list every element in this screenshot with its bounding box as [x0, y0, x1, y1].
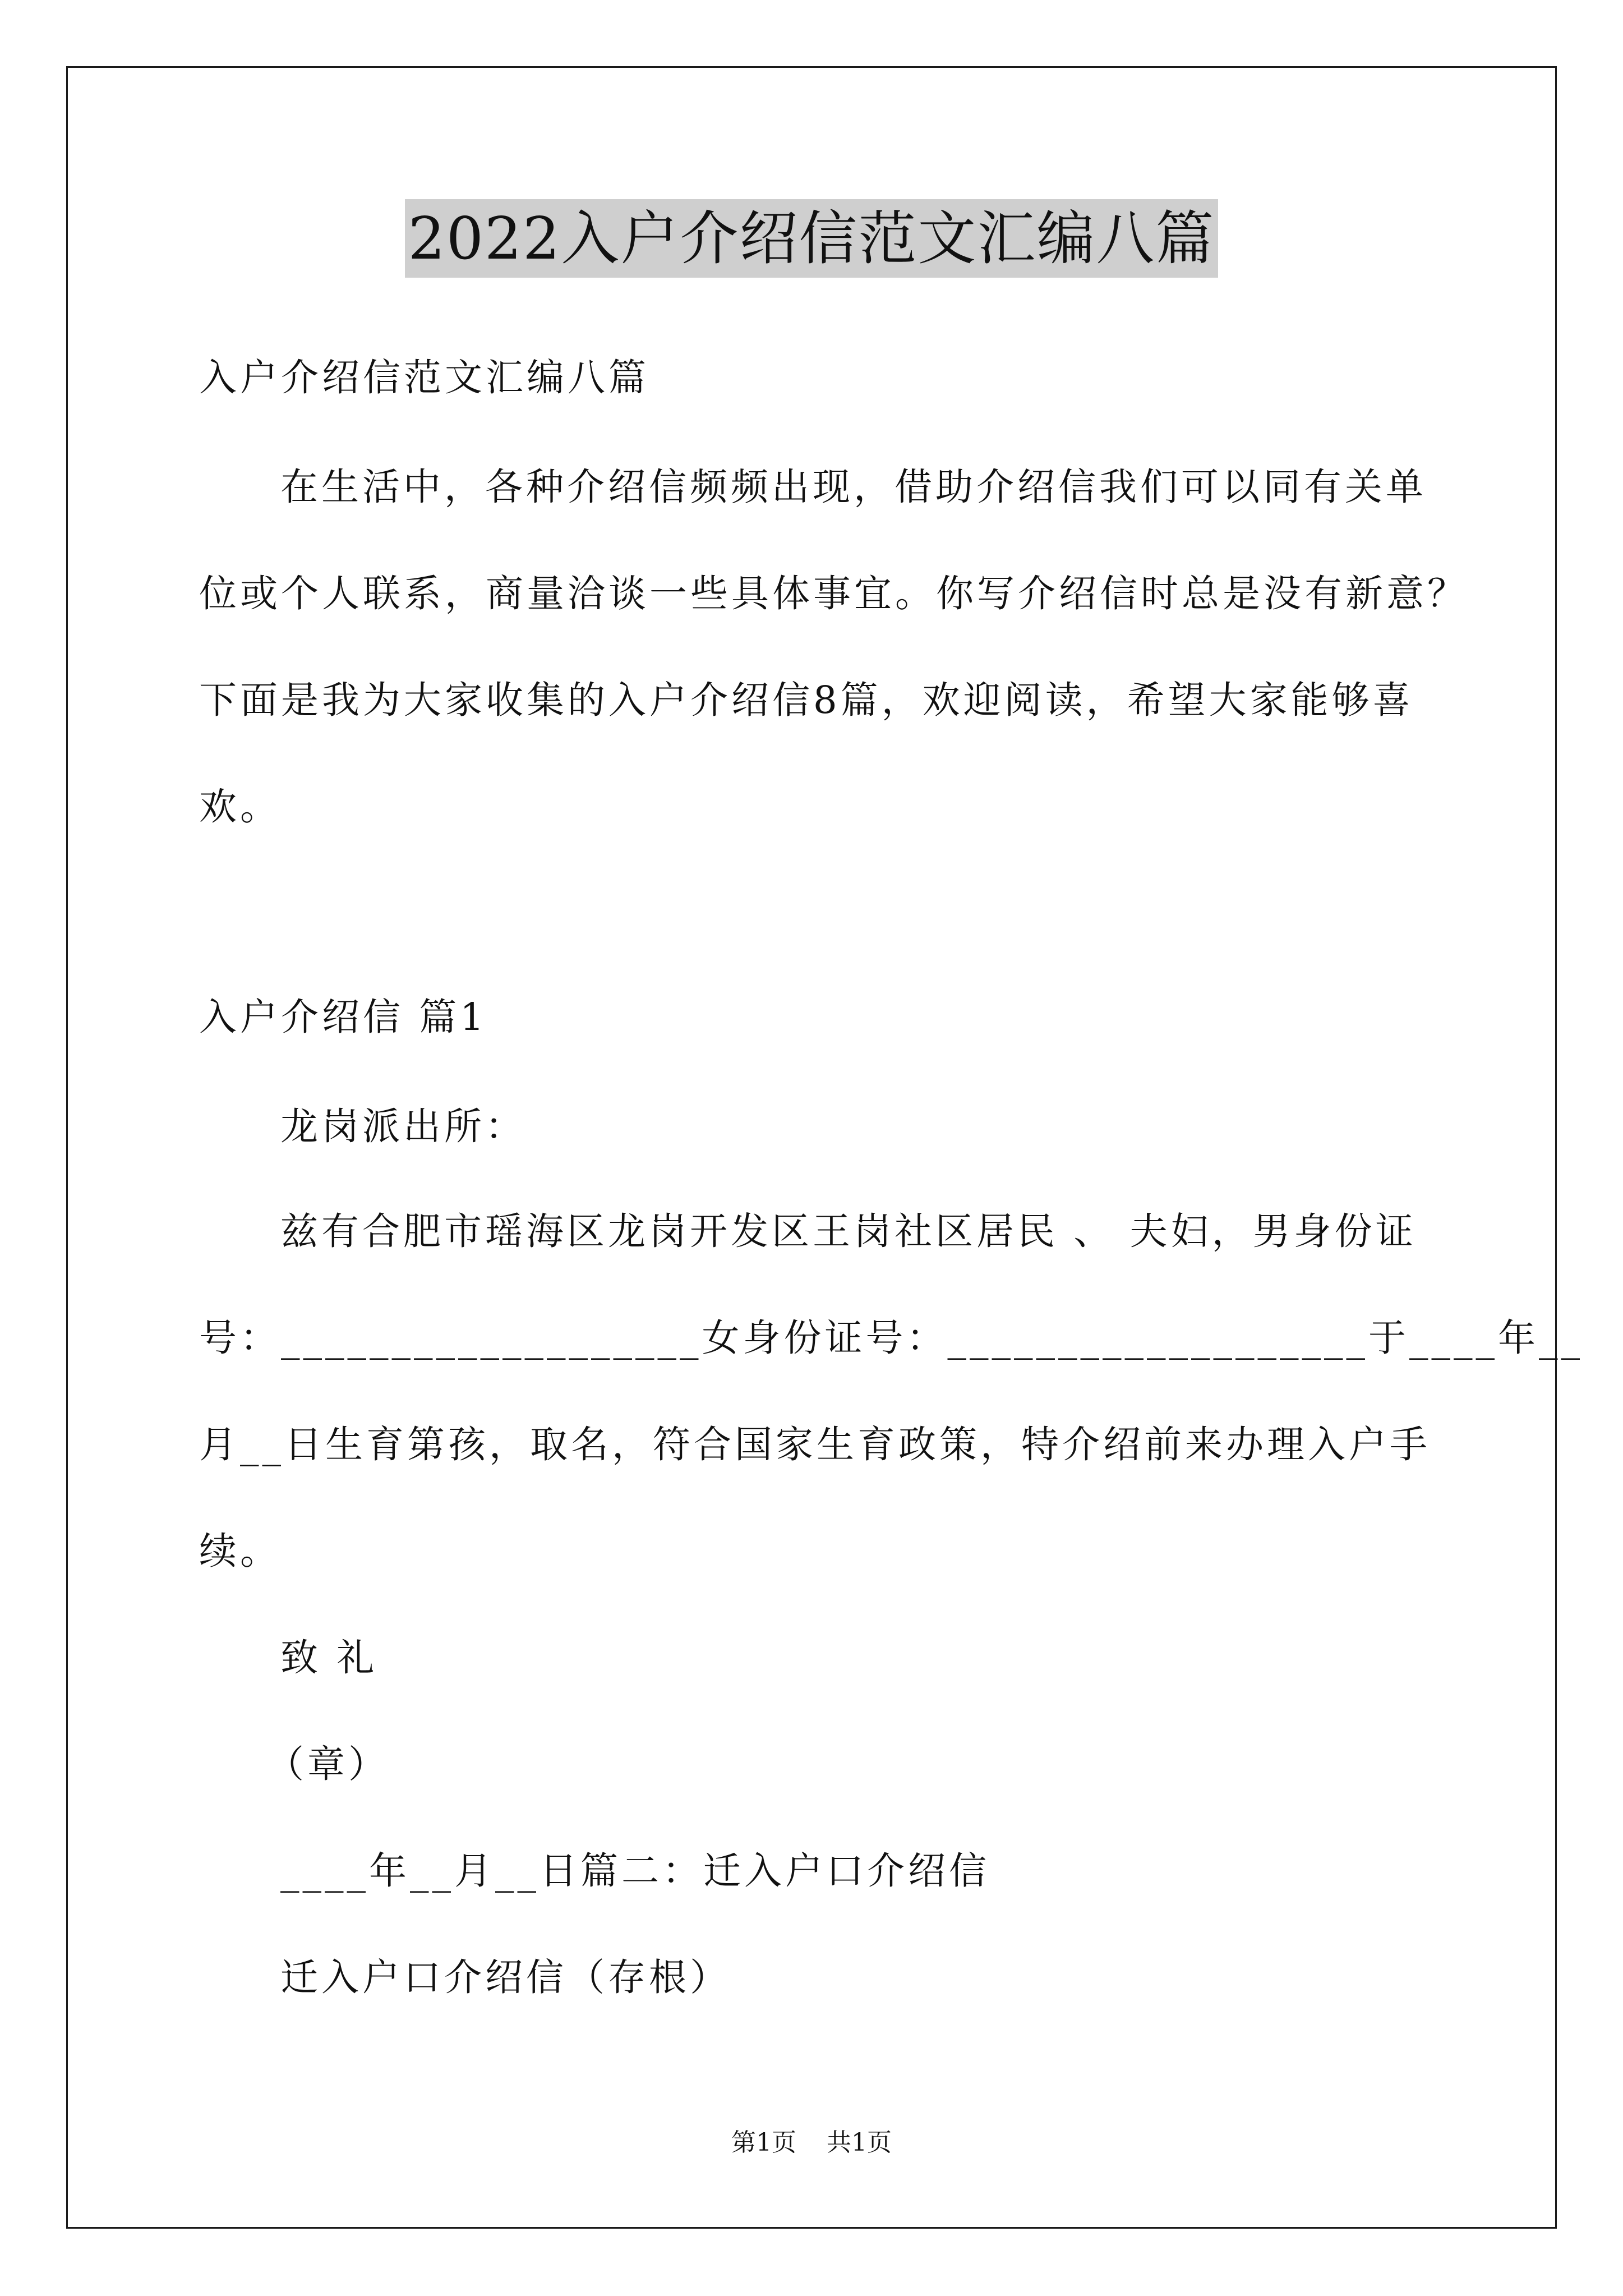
salutation: 龙岗派出所： [280, 1105, 526, 1148]
document-subtitle: 入户介绍信范文汇编八篇 [199, 356, 649, 399]
body-line-1: 兹有合肥市瑶海区龙岗开发区王岗社区居民 、 夫妇，男身份证 [280, 1209, 1417, 1253]
section-heading: 入户介绍信 篇1 [199, 995, 487, 1039]
intro-line-2: 位或个人联系，商量洽谈一些具体事宜。你写介绍信时总是没有新意？ [199, 572, 1468, 615]
document-title: 2022入户介绍信范文汇编八篇 [405, 199, 1219, 278]
page-footer [0, 2126, 1623, 2160]
body-line-2: 号：___________________女身份证号：___________________于____年__ [199, 1316, 1583, 1360]
stub-heading: 迁入户口介绍信（存根） [280, 1955, 731, 1999]
body-line-3: 月__日生育第孩，取名，符合国家生育政策，特介绍前来办理入户手 [199, 1423, 1431, 1466]
body-line-4: 续。 [199, 1529, 281, 1573]
date-line: ____年__月__日篇二：迁入户口介绍信 [280, 1849, 990, 1893]
intro-line-4: 欢。 [199, 785, 281, 829]
closing: 致 礼 [280, 1636, 378, 1680]
intro-line-3: 下面是我为大家收集的入户介绍信8篇，欢迎阅读，希望大家能够喜 [199, 678, 1414, 722]
title-container [0, 199, 1623, 278]
seal-label: （章） [266, 1742, 389, 1786]
intro-line-1: 在生活中，各种介绍信频频出现，借助介绍信我们可以同有关单 [280, 465, 1427, 509]
page-total: 共1页 [827, 2128, 892, 2157]
page-number: 第1页 [731, 2128, 796, 2157]
